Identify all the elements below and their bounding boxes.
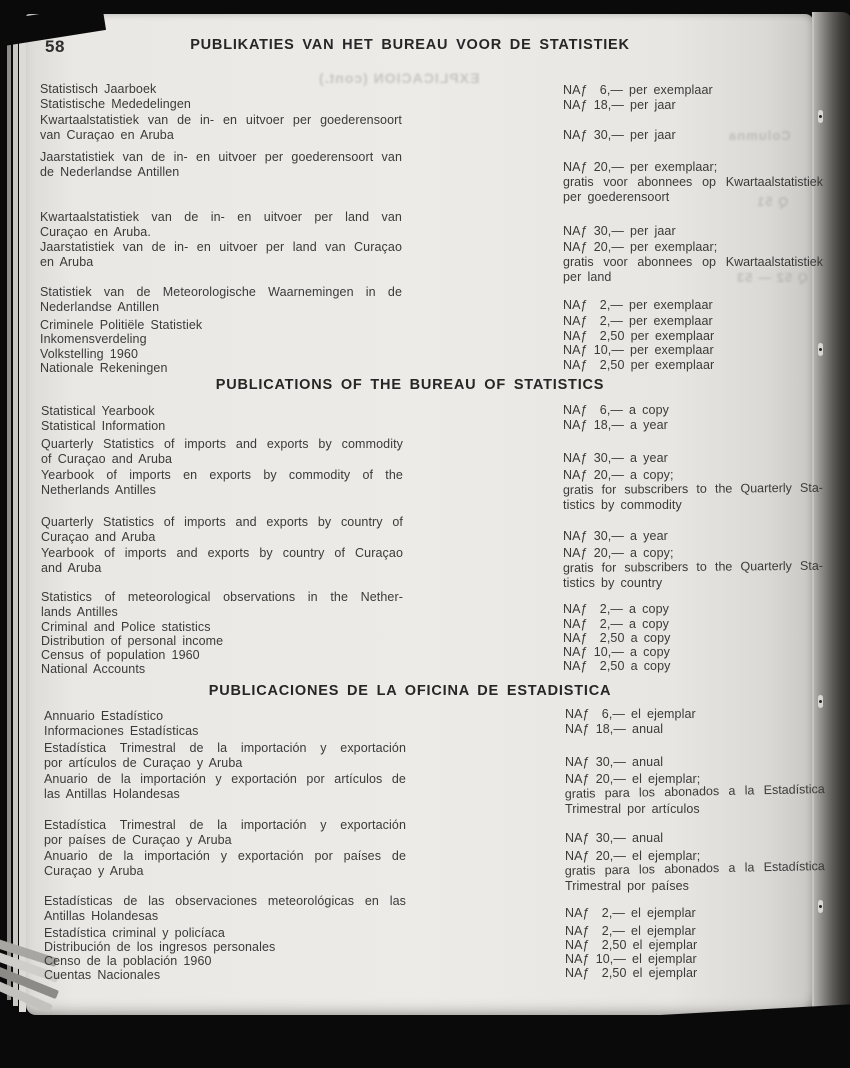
- publication-price: NAƒ 2,50 per exemplaar: [563, 329, 715, 343]
- publication-title: Annuario Estadístico: [44, 709, 164, 723]
- publication-price: NAƒ 18,— anual: [565, 722, 664, 736]
- publication-title: Estadística criminal y policíaca: [44, 926, 225, 940]
- publication-title: Criminal and Police statistics: [41, 620, 211, 634]
- publication-price: NAƒ 2,50 el ejemplar: [565, 966, 698, 980]
- publication-title: National Accounts: [41, 662, 146, 676]
- publication-title: Statistische Mededelingen: [40, 97, 191, 111]
- publication-title: Quarterly Statistics of imports and exports by country of: [41, 515, 403, 529]
- publication-price: NAƒ 6,— a copy: [563, 403, 669, 417]
- publication-price: NAƒ 10,— el ejemplar: [565, 952, 697, 966]
- section-heading-english: PUBLICATIONS OF THE BUREAU OF STATISTICS: [215, 377, 605, 393]
- bleedthrough-text: Q 51: [756, 194, 789, 209]
- publication-price: NAƒ 30,— a year: [563, 529, 668, 543]
- publication-title: Informaciones Estadísticas: [44, 724, 199, 738]
- publication-title: lands Antilles: [41, 605, 118, 619]
- publication-title: Curaçao y Aruba: [44, 864, 144, 878]
- publication-price: NAƒ 6,— per exemplaar: [563, 83, 713, 97]
- page-edge: [19, 20, 26, 1012]
- publication-price: per goederensoort: [563, 190, 670, 204]
- publication-price: NAƒ 20,— a copy;: [563, 546, 674, 560]
- publication-price: NAƒ 2,— el ejemplar: [565, 906, 696, 920]
- publication-price: NAƒ 2,— el ejemplar: [565, 924, 696, 938]
- publication-price: NAƒ 6,— el ejemplar: [565, 707, 696, 721]
- publication-title: Anuario de la importación y exportación por países de: [44, 849, 406, 863]
- publication-title: de Nederlandse Antillen: [40, 165, 180, 179]
- publication-price: NAƒ 10,— a copy: [563, 645, 670, 659]
- publication-price: NAƒ 2,— a copy: [563, 617, 669, 631]
- publication-title: Statistical Information: [41, 419, 166, 433]
- publication-title: Curaçao en Aruba.: [40, 225, 151, 239]
- publication-title: por países de Curaçao y Aruba: [44, 833, 232, 847]
- publication-title: Statistiek van de Meteorologische Waarnemingen in de: [40, 285, 402, 299]
- publication-title: Census of population 1960: [41, 648, 200, 662]
- publication-title: Cuentas Nacionales: [44, 968, 161, 982]
- publication-price: tistics by country: [563, 576, 663, 590]
- publication-title: Estadística Trimestral de la importación y exportación: [44, 741, 406, 755]
- publication-title: of Curaçao and Aruba: [41, 452, 173, 466]
- publication-title: Anuario de la importación y exportación por artículos de: [44, 772, 406, 786]
- publication-price: per land: [563, 270, 612, 284]
- page-edge: [13, 26, 18, 1006]
- publication-title: Inkomensverdeling: [40, 332, 147, 346]
- publication-title: and Aruba: [41, 561, 102, 575]
- publication-title: las Antillas Holandesas: [44, 787, 180, 801]
- publication-title: Statistics of meteorological observations in the Nether-: [41, 590, 403, 604]
- publication-price: NAƒ 18,— per jaar: [563, 98, 676, 112]
- bleedthrough-text: Q 52 — 53: [736, 270, 808, 285]
- publication-title: Estadísticas de las observaciones meteorológicas en las: [44, 894, 406, 908]
- publication-price: NAƒ 30,— per jaar: [563, 128, 676, 142]
- publication-title: Curaçao and Aruba: [41, 530, 156, 544]
- publication-title: Statistical Yearbook: [41, 404, 155, 418]
- page-header: PUBLIKATIES VAN HET BUREAU VOOR DE STATISTIEK: [190, 37, 630, 53]
- publication-price: NAƒ 20,— el ejemplar;: [565, 849, 701, 863]
- publication-price: gratis para los abonados a la Estadística: [564, 782, 825, 802]
- bleedthrough-text: EXPLICACION (cont.): [318, 70, 480, 86]
- publication-price: tistics by commodity: [563, 498, 682, 512]
- publication-price: NAƒ 30,— anual: [565, 755, 664, 769]
- publication-price: NAƒ 2,— per exemplaar: [563, 314, 713, 328]
- publication-title: Censo de la población 1960: [44, 954, 212, 968]
- publication-price: NAƒ 20,— el ejemplar;: [565, 772, 701, 786]
- page-number: 58: [45, 37, 65, 56]
- publication-price: NAƒ 18,— a year: [563, 418, 668, 432]
- publication-price: NAƒ 20,— per exemplaar;: [563, 160, 718, 174]
- publication-title: Kwartaalstatistiek van de in- en uitvoer per land van: [40, 210, 402, 224]
- publication-title: Netherlands Antilles: [41, 483, 156, 497]
- publication-title: por artículos de Curaçao y Aruba: [44, 756, 243, 770]
- page-edge: [7, 34, 11, 1000]
- publication-title: van Curaçao en Aruba: [40, 128, 174, 142]
- publication-title: Statistisch Jaarboek: [40, 82, 157, 96]
- publication-price: NAƒ 20,— per exemplaar;: [563, 240, 718, 254]
- publication-title: Nederlandse Antillen: [40, 300, 160, 314]
- publication-title: Estadística Trimestral de la importación y exportación: [44, 818, 406, 832]
- publication-price: NAƒ 10,— per exemplaar: [563, 343, 714, 357]
- publication-title: Jaarstatistiek van de in- en uitvoer per goederensoort van: [40, 150, 402, 164]
- publication-title: Antillas Holandesas: [44, 909, 159, 923]
- publication-price: NAƒ 20,— a copy;: [563, 468, 674, 482]
- publication-title: Distribución de los ingresos personales: [44, 940, 276, 954]
- bleedthrough-text: Columna: [728, 128, 791, 143]
- publication-price: gratis voor abonnees op Kwartaalstatistiek: [563, 175, 823, 189]
- publication-title: Volkstelling 1960: [40, 347, 139, 361]
- publication-price: NAƒ 30,— anual: [565, 831, 664, 845]
- publication-price: gratis para los abonados a la Estadística: [564, 859, 825, 879]
- publication-price: gratis for subscribers to the Quarterly Sta-: [562, 480, 823, 498]
- publication-price: Trimestral por artículos: [565, 802, 700, 816]
- publication-price: NAƒ 2,— per exemplaar: [563, 298, 713, 312]
- publication-title: Yearbook of imports and exports by country of Curaçao: [41, 546, 403, 560]
- publication-price: gratis voor abonnees op Kwartaalstatistiek: [563, 255, 823, 269]
- publication-title: Jaarstatistiek van de in- en uitvoer per land van Curaçao: [40, 240, 402, 254]
- publication-price: NAƒ 2,— a copy: [563, 602, 669, 616]
- publication-price: gratis for subscribers to the Quarterly Sta-: [562, 558, 823, 576]
- publication-title: Yearbook of imports en exports by commodity of the: [41, 468, 403, 482]
- publication-title: Nationale Rekeningen: [40, 361, 168, 375]
- publication-title: Kwartaalstatistiek van de in- en uitvoer per goederensoort: [40, 113, 402, 127]
- publication-price: NAƒ 2,50 a copy: [563, 659, 671, 673]
- publication-title: en Aruba: [40, 255, 94, 269]
- publication-price: NAƒ 30,— per jaar: [563, 224, 676, 238]
- publication-price: Trimestral por países: [565, 879, 690, 893]
- publication-title: Distribution of personal income: [41, 634, 224, 648]
- publication-price: NAƒ 2,50 per exemplaar: [563, 358, 715, 372]
- publication-title: Criminele Politiële Statistiek: [40, 318, 203, 332]
- section-heading-spanish: PUBLICACIONES DE LA OFICINA DE ESTADISTICA: [208, 683, 612, 699]
- publication-price: NAƒ 2,50 a copy: [563, 631, 671, 645]
- publication-title: Quarterly Statistics of imports and exports by commodity: [41, 437, 403, 451]
- publication-price: NAƒ 2,50 el ejemplar: [565, 938, 698, 952]
- publication-price: NAƒ 30,— a year: [563, 451, 668, 465]
